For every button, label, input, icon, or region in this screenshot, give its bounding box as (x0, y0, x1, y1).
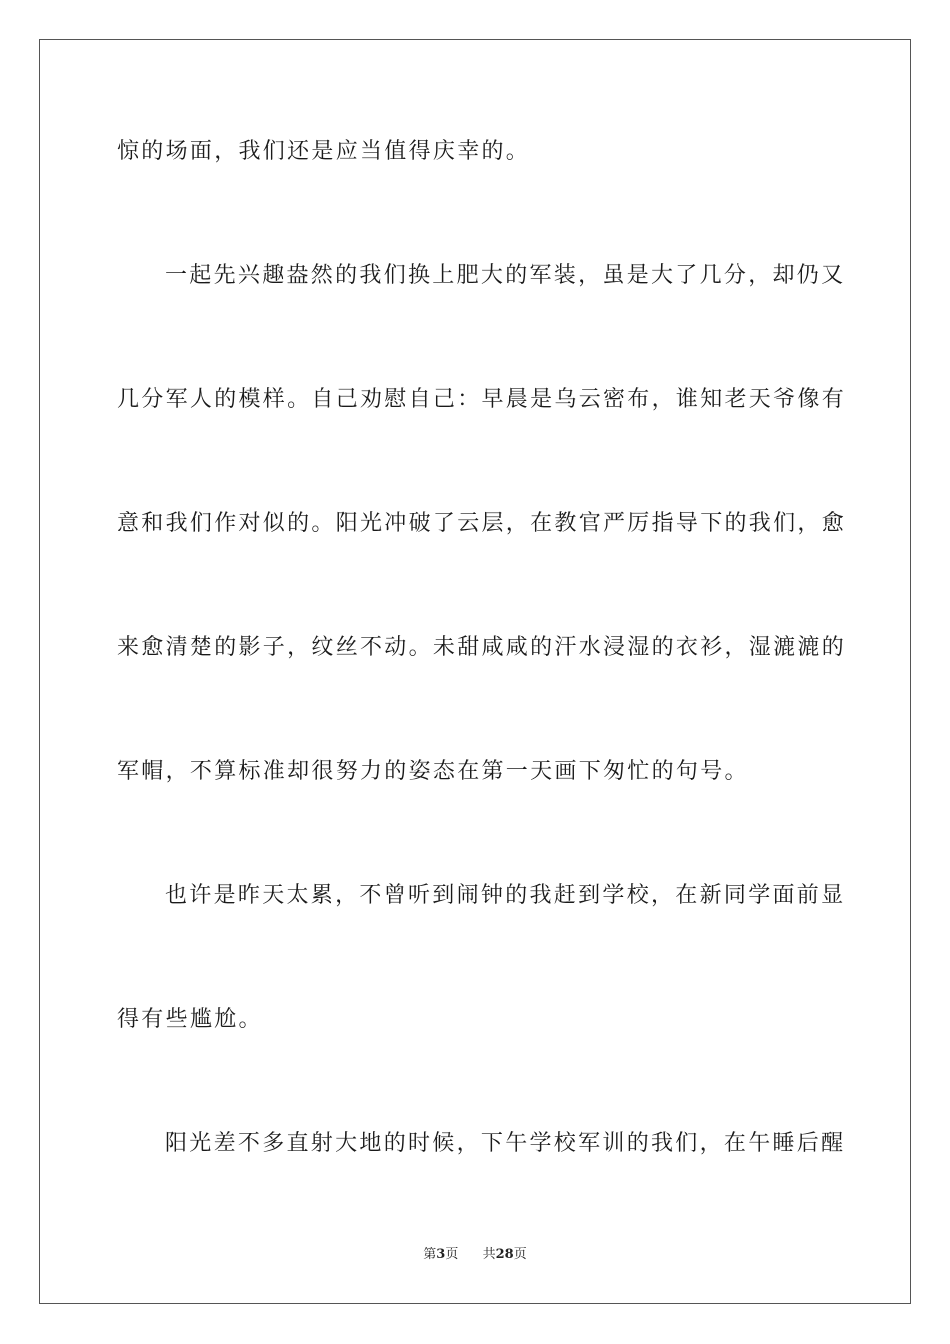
current-page: 3 (436, 1247, 446, 1262)
paragraph-start-line: 也许是昨天太累，不曾听到闹钟的我赶到学校，在新同学面前显 (165, 883, 846, 908)
page-footer (0, 1246, 950, 1264)
paragraph-start-line: 一起先兴趣盎然的我们换上肥大的军装，虽是大了几分，却仍又 (165, 263, 846, 288)
page-number-prefix: 第 (423, 1247, 437, 1262)
paragraph-start-line: 阳光差不多直射大地的时候，下午学校军训的我们，在午睡后醒 (165, 1131, 846, 1156)
text-line: 意和我们作对似的。阳光冲破了云层，在教官严厉指导下的我们，愈 (117, 511, 847, 536)
text-line: 军帽，不算标准却很努力的姿态在第一天画下匆忙的句号。 (117, 759, 749, 784)
page-total-suffix: 页 (513, 1247, 527, 1262)
page-border (39, 39, 911, 1304)
page-total (483, 1246, 527, 1264)
text-line: 来愈清楚的影子，纹丝不动。未甜咸咸的汗水浸湿的衣衫，湿漉漉的 (117, 635, 847, 660)
text-line: 得有些尴尬。 (117, 1007, 263, 1032)
page-total-prefix: 共 (482, 1247, 496, 1262)
text-line: 几分军人的模样。自己劝慰自己：早晨是乌云密布，谁知老天爷像有 (117, 387, 847, 412)
total-pages: 28 (495, 1247, 514, 1262)
text-line: 惊的场面，我们还是应当值得庆幸的。 (117, 139, 531, 164)
page-number-suffix: 页 (445, 1247, 459, 1262)
page-number (423, 1246, 458, 1264)
